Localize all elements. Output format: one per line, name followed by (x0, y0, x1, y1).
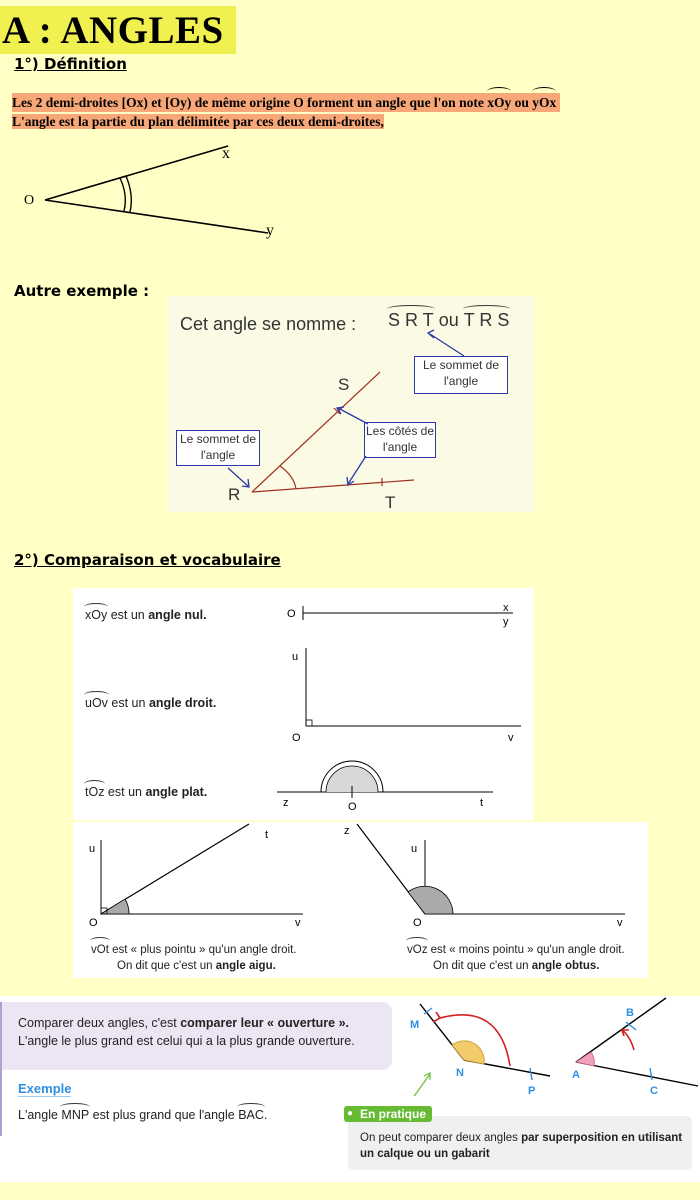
ray-rs (252, 372, 380, 492)
vocab-panel-bottom (73, 822, 648, 978)
ou-text: ou (511, 95, 533, 110)
angle-xoy: xOy (487, 95, 512, 110)
svg-text:O: O (287, 608, 296, 620)
definition-text (12, 93, 560, 131)
angle-aigu-figure (73, 822, 333, 934)
other-example-heading: Autre exemple : (14, 282, 150, 300)
sides-box: Les côtés de l'angle (364, 422, 436, 458)
example-heading: Exemple (18, 1081, 72, 1096)
angle-xoy-nul: xOy (85, 608, 108, 622)
svg-text:O: O (348, 801, 357, 813)
angle-droit-figure (283, 644, 533, 746)
vocab-panel-top (73, 588, 534, 820)
mnp-angle-fill (452, 1041, 484, 1064)
label-s: S (338, 375, 350, 394)
rule-text: Comparer deux angles, c'est comparer leur « ouverture ». L'angle le plus grand est celui qui a la plus grande ouverture. (18, 1016, 355, 1048)
angle-toz: tOz (85, 785, 105, 799)
angle-obtus-figure (333, 822, 633, 934)
angle-mnp: MNP (61, 1108, 90, 1122)
angle-trs: T R S (463, 310, 510, 330)
svg-text:z: z (283, 797, 289, 809)
ray-rt (252, 480, 414, 492)
angle-arc-1 (120, 178, 125, 211)
angle-aigu-text: vOt est « plus pointu » qu'un angle droit. On dit que c'est un angle aigu. (91, 944, 297, 972)
srt-arc (280, 466, 296, 489)
svg-text:u: u (292, 651, 299, 663)
label-x: x (222, 145, 230, 162)
svg-text:x: x (503, 602, 509, 614)
svg-text:B: B (626, 1007, 634, 1019)
angle-plat-text: tOz est un angle plat. (85, 785, 208, 799)
definition-line2: L'angle est la partie du plan délimitée par ces deux demi-droites, (12, 114, 384, 129)
angle-droit-text: uOv est un angle droit. (85, 696, 217, 710)
ou-text-2: ou (438, 310, 459, 330)
section-definition-heading: 1°) Définition (14, 55, 127, 73)
svg-text:v: v (295, 917, 301, 929)
angle-caption: Cet angle se nomme : (180, 314, 357, 334)
angle-nul-text: xOy est un angle nul. (85, 608, 207, 622)
bulb-icon: ● (347, 1108, 354, 1119)
label-t: T (385, 493, 396, 512)
angle-arc-2 (126, 176, 131, 212)
svg-text:v: v (617, 917, 623, 929)
section-comparison-heading: 2°) Comparaison et vocabulaire (14, 551, 281, 569)
label-o: O (24, 193, 35, 208)
svg-text:z: z (344, 825, 350, 837)
svg-text:u: u (411, 843, 418, 855)
svg-text:P: P (528, 1085, 536, 1096)
vertex-box-left: Le sommet de l'angle (176, 430, 260, 466)
bac-angle-fill (576, 1052, 594, 1066)
srt-figure (168, 296, 534, 512)
page-title: A : ANGLES (0, 6, 236, 54)
angle-xoy-figure (20, 140, 290, 240)
ray-ox (45, 146, 228, 200)
svg-text:A: A (572, 1069, 580, 1081)
tip-text: On peut comparer deux angles par superposition en utilisant un calque ou un gabarit (360, 1132, 683, 1160)
label-r: R (228, 485, 241, 504)
angle-plat-figure (273, 758, 503, 814)
svg-text:v: v (508, 732, 514, 744)
angle-obtus-text: vOz est « moins pointu » qu'un angle droit. On dit que c'est un angle obtus. (407, 944, 625, 972)
ray-oy (45, 200, 268, 233)
angle-vot: vOt (91, 944, 109, 956)
example-text: L'angle MNP est plus grand que l'angle BAC. (18, 1108, 268, 1122)
angle-voz: vOz (407, 944, 428, 956)
svg-text:O: O (413, 917, 422, 929)
svg-text:O: O (89, 917, 98, 929)
svg-text:N: N (456, 1067, 464, 1079)
compare-figure (400, 996, 700, 1096)
other-example-panel (168, 296, 534, 512)
svg-text:O: O (292, 732, 301, 744)
svg-text:t: t (480, 797, 484, 809)
svg-text:u: u (89, 843, 96, 855)
svg-text:y: y (503, 616, 509, 628)
svg-text:M: M (410, 1019, 420, 1031)
tip-tag: ● En pratique (344, 1106, 432, 1122)
angle-bac: BAC (238, 1108, 264, 1122)
svg-text:t: t (265, 829, 269, 841)
svg-text:C: C (650, 1085, 658, 1096)
angle-uov: uOv (85, 696, 108, 710)
label-y: y (266, 222, 274, 239)
angle-srt: S R T (388, 310, 434, 330)
angle-nul-figure (283, 600, 523, 630)
angle-yox: yOx (532, 95, 557, 110)
definition-line1: Les 2 demi-droites [Ox) et [Oy) de même origine O forment un angle que l'on note (12, 95, 488, 110)
vertex-box-top: Le sommet de l'angle (414, 356, 508, 394)
compare-panel (0, 996, 700, 1182)
